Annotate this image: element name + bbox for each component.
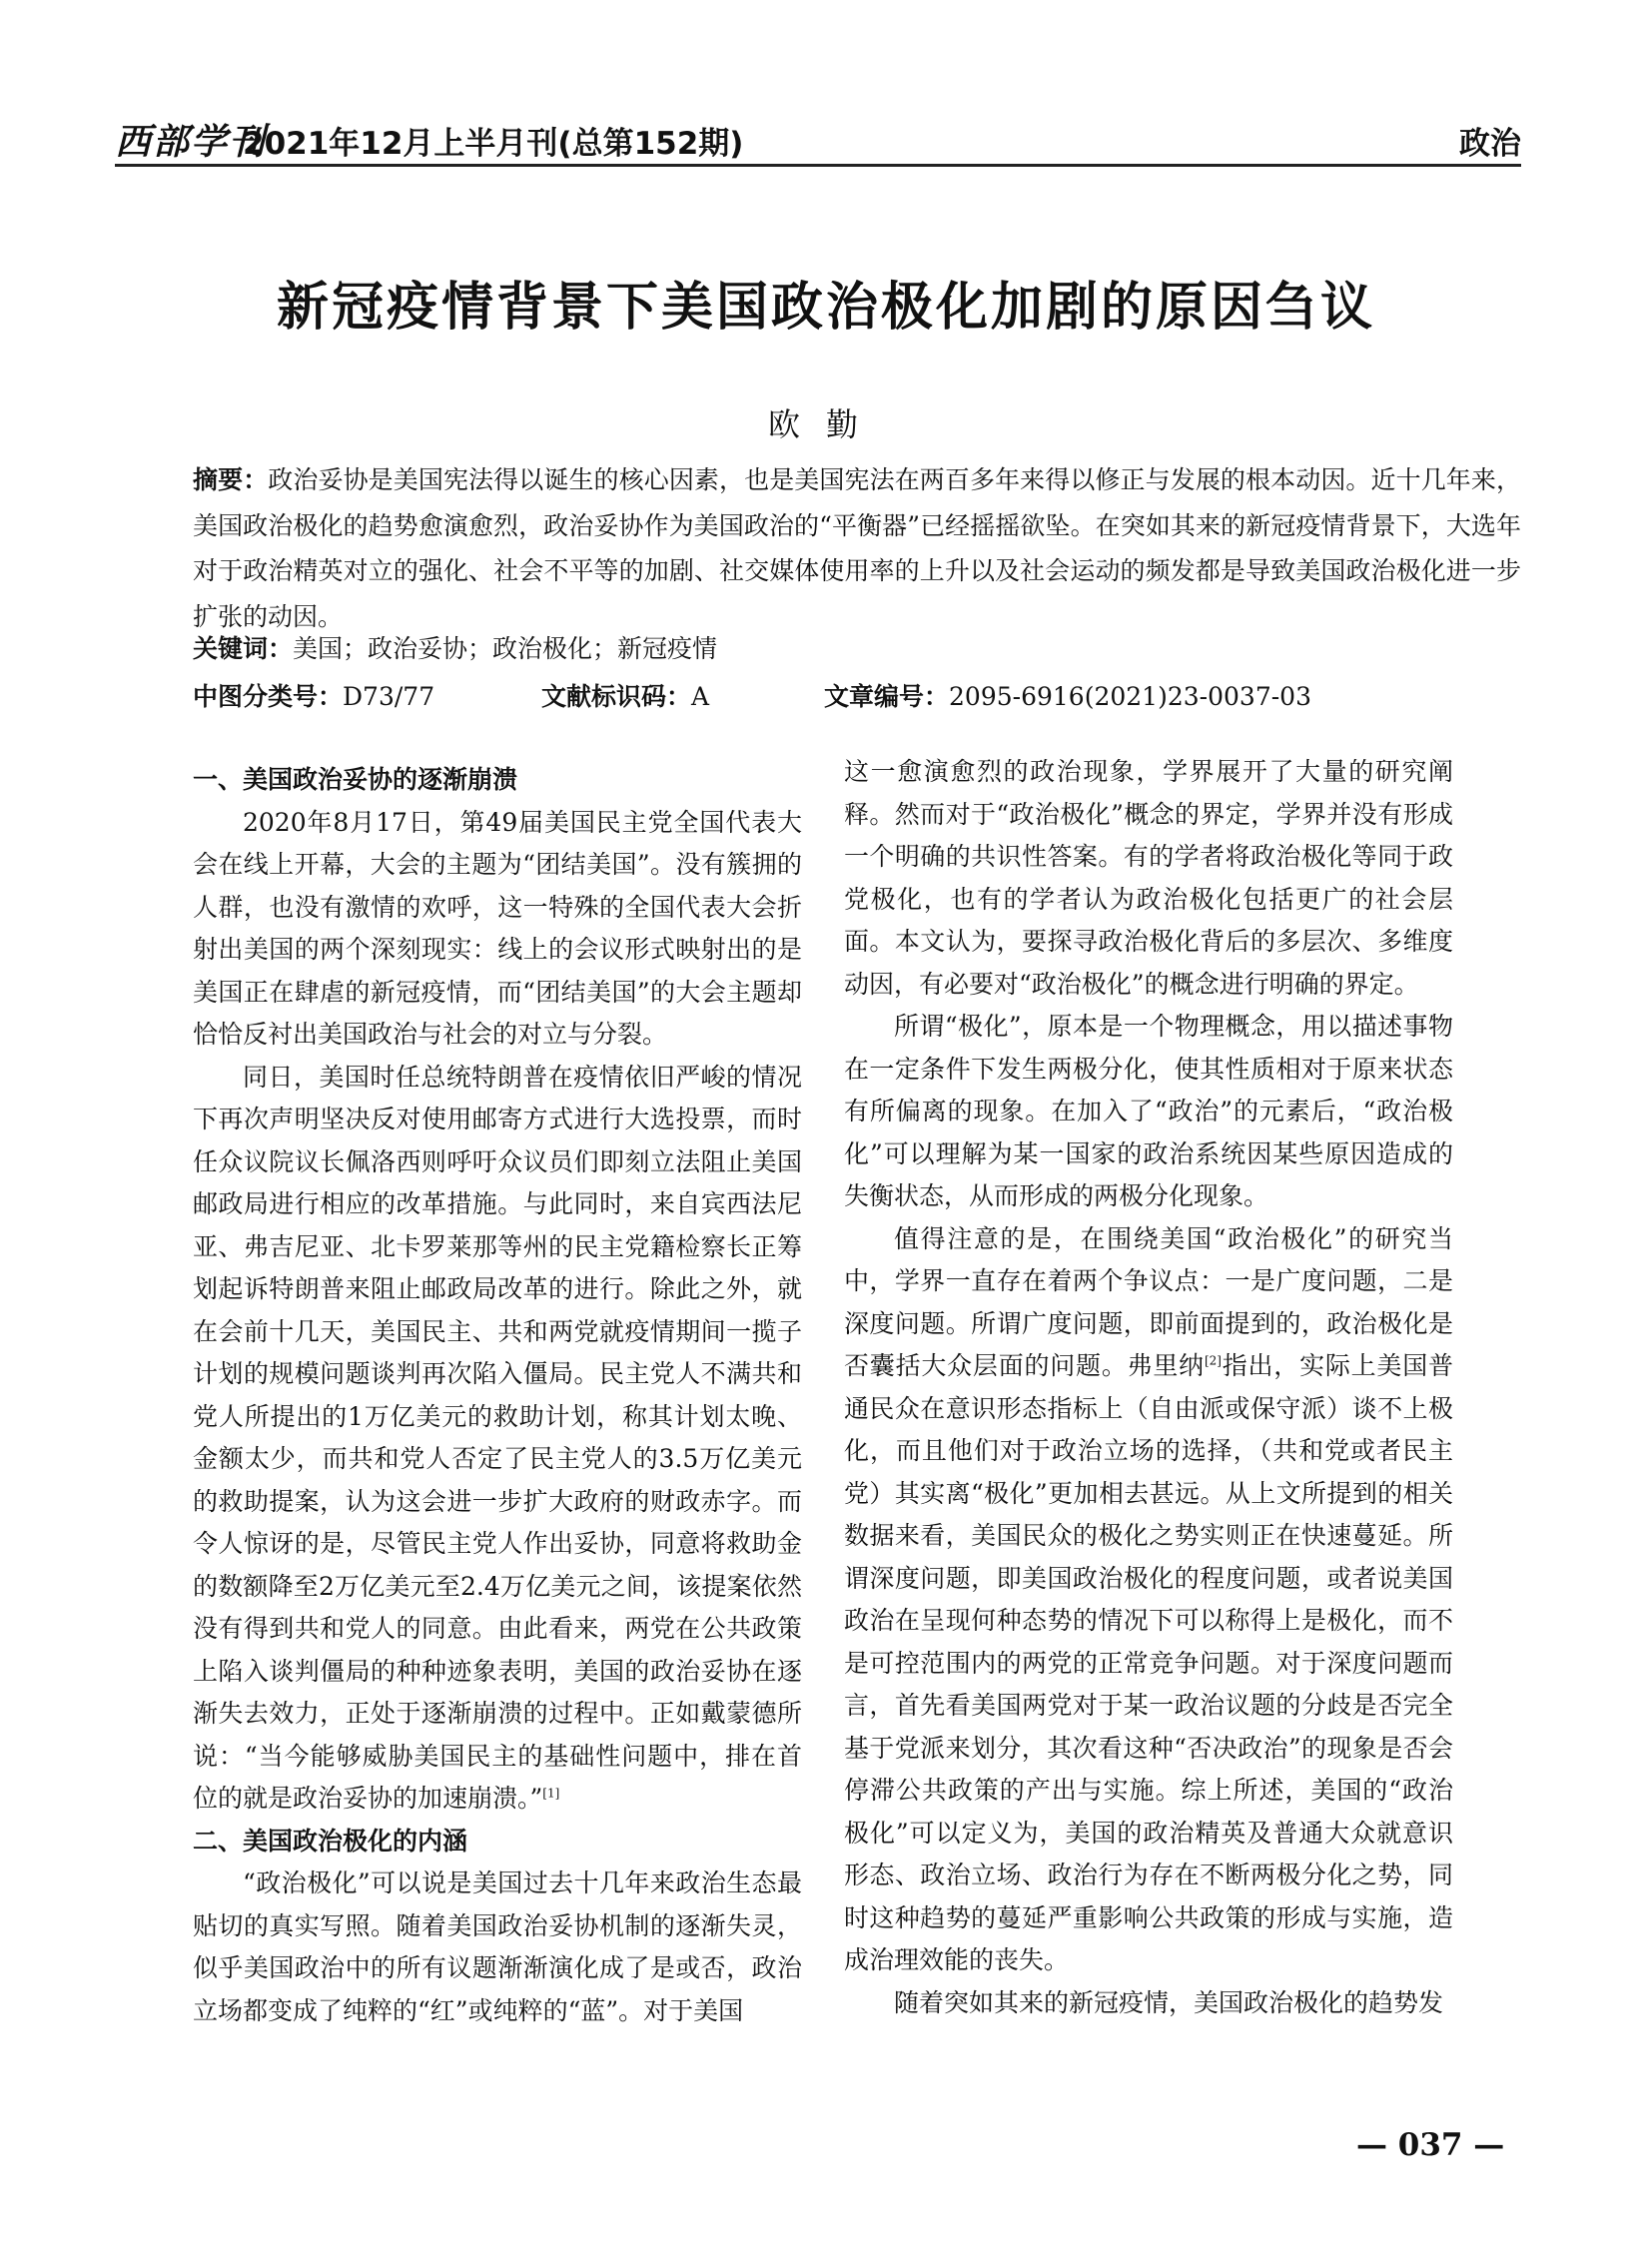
abstract [193, 457, 1521, 639]
paragraph: “政治极化”可以说是美国过去十几年来政治生态最贴切的真实写照。随着美国政治妥协机制的逐渐失灵，似乎美国政治中的所有议题渐渐演化成了是或否，政治立场都变成了纯粹的“红”或纯粹的“蓝”。对于美国 [193, 1868, 802, 2025]
journal-logo: 西部学刊 [115, 121, 268, 163]
clc-label: 中图分类号： [193, 682, 344, 711]
section-heading-1: 一、美国政治妥协的逐渐崩溃 [193, 765, 518, 794]
keywords-label: 关键词： [193, 634, 294, 663]
abstract-label: 摘要： [193, 465, 269, 494]
doc-label: 文献标识码： [541, 682, 692, 711]
clc-number [193, 677, 434, 717]
author-name: 欧勤 [767, 405, 884, 443]
paragraph-continued: 这一愈演愈烈的政治现象，学界展开了大量的研究阐释。然而对于“政治极化”概念的界定，学界并没有形成一个明确的共识性答案。有的学者将政治极化等同于政党极化，也有的学者认为政治极化包括更广的社会层面。本文认为，要探寻政治极化背后的多层次、多维度动因，有必要对“政治极化”的概念进行明确的界定。 [844, 757, 1453, 999]
paragraph: 所谓“极化”，原本是一个物理概念，用以描述事物在一定条件下发生两极分化，使其性质相对于原来状态有所偏离的现象。在加入了“政治”的元素后，“政治极化”可以理解为某一国家的政治系统因某些原因造成的失衡状态，从而形成的两极分化现象。 [844, 1012, 1453, 1210]
page-number: — 037 — [1356, 2127, 1505, 2163]
paragraph: 2020年8月17日，第49届美国民主党全国代表大会在线上开幕，大会的主题为“团结美国”。没有簇拥的人群，也没有激情的欢呼，这一特殊的全国代表大会折射出美国的两个深刻现实：线上的会议形式映射出的是美国正在肆虐的新冠疫情，而“团结美国”的大会主题却恰恰反衬出美国政治与社会的对立与分裂。 [193, 807, 802, 1049]
article-number [824, 677, 1311, 717]
citation-ref: [1] [542, 1786, 560, 1801]
document-code [541, 677, 709, 717]
article-value: 2095-6916(2021)23-0037-03 [949, 682, 1311, 711]
paragraph: 随着突如其来的新冠疫情，美国政治极化的趋势发 [894, 1987, 1444, 2017]
paragraph-text: 指出，实际上美国普通民众在意识形态指标上（自由派或保守派）谈不上极化，而且他们对于政治立场的选择，（共和党或者民主党）其实离“极化”更加相去甚远。从上文所提到的相关数据来看，美国民众的极化之势实则正在快速蔓延。所谓深度问题，即美国政治极化的程度问题，或者说美国政治在呈现何种态势的情况下可以称得上是极化，而不是可控范围内的两党的正常竞争问题。对于深度问题而言，首先看美国两党对于某一政治议题的分歧是否完全基于党派来划分，其次看这种“否决政治”的现象是否会停滞公共政策的产出与实施。综上所述，美国的“政治极化”可以定义为，美国的政治精英及普通大众就意识形态、政治立场、政治行为存在不断两极分化之势，同时这种趋势的蔓延严重影响公共政策的形成与实施，造成治理效能的丧失。 [844, 1351, 1453, 1974]
issue-info: 2021年12月上半月刊(总第152期) [243, 126, 744, 162]
body-column-left [193, 759, 802, 2032]
doc-value: A [691, 682, 710, 711]
paragraph [193, 1057, 802, 1821]
article-label: 文章编号： [824, 682, 950, 711]
paragraph [844, 1218, 1453, 1982]
clc-value: D73/77 [343, 682, 435, 711]
paragraph-text: 值得注意的是，在围绕美国“政治极化”的研究当中，学界一直存在着两个争议点：一是广度问题，二是深度问题。所谓广度问题，即前面提到的，政治极化是否囊括大众层面的问题。弗里纳 [844, 1223, 1453, 1380]
section-heading-2: 二、美国政治极化的内涵 [193, 1826, 468, 1856]
section-label: 政治 [1459, 126, 1521, 162]
paragraph-text: 同日，美国时任总统特朗普在疫情依旧严峻的情况下再次声明坚决反对使用邮寄方式进行大选投票，而时任众议院议长佩洛西则呼吁众议员们即刻立法阻止美国邮政局进行相应的改革措施。与此同时，来自宾西法尼亚、弗吉尼亚、北卡罗莱那等州的民主党籍检察长正筹划起诉特朗普来阻止邮政局改革的进行。除此之外，就在会前十几天，美国民主、共和两党就疫情期间一揽子计划的规模问题谈判再次陷入僵局。民主党人不满共和党人所提出的1万亿美元的救助计划，称其计划太晚、金额太少，而共和党人否定了民主党人的3.5万亿美元的救助提案，认为这会进一步扩大政府的财政赤字。而令人惊讶的是，尽管民主党人作出妥协，同意将救助金的数额降至2万亿美元至2.4万亿美元之间，该提案依然没有得到共和党人的同意。由此看来，两党在公共政策上陷入谈判僵局的种种迹象表明，美国的政治妥协在逐渐失去效力，正处于逐渐崩溃的过程中。正如戴蒙德所说：“当今能够威胁美国民主的基础性问题中，排在首位的就是政治妥协的加速崩溃。” [193, 1062, 802, 1813]
keywords-text: 美国；政治妥协；政治极化；新冠疫情 [293, 634, 718, 663]
abstract-text: 政治妥协是美国宪法得以诞生的核心因素，也是美国宪法在两百多年来得以修正与发展的根本动因。近十几年来，美国政治极化的趋势愈演愈烈，政治妥协作为美国政治的“平衡器”已经摇摇欲坠。在突如其来的新冠疫情背景下，大选年对于政治精英对立的强化、社会不平等的加剧、社交媒体使用率的上升以及社会运动的频发都是导致美国政治极化进一步扩张的动因。 [193, 465, 1521, 631]
citation-ref: [2] [1204, 1353, 1222, 1368]
body-column-right [844, 751, 1453, 2024]
running-header [115, 108, 1521, 167]
article-title: 新冠疫情背景下美国政治极化加剧的原因刍议 [276, 277, 1375, 338]
keywords [193, 629, 717, 669]
